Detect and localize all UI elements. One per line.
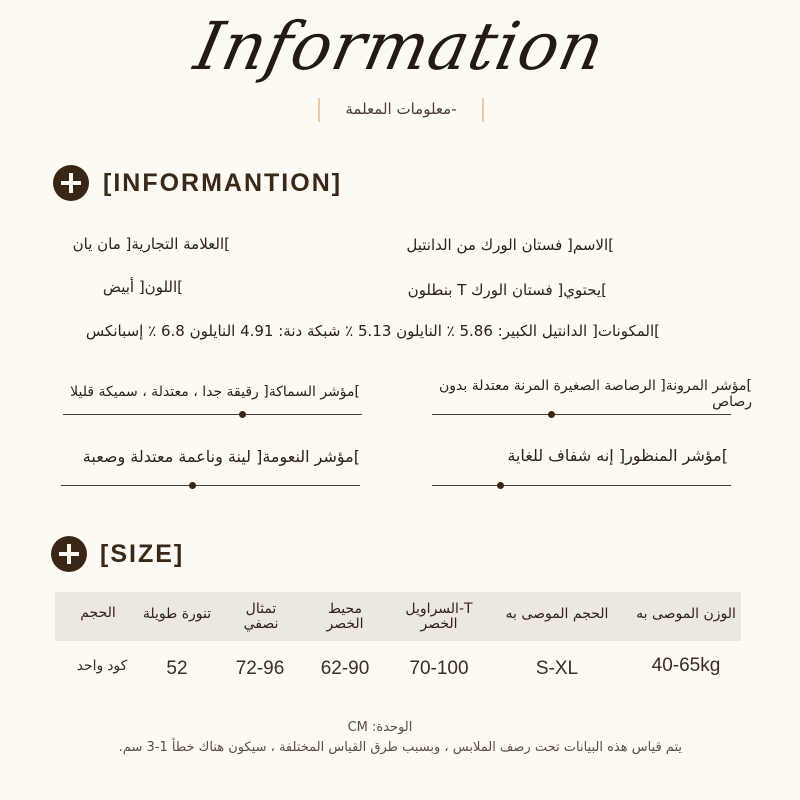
thickness-scale-track: [63, 414, 362, 415]
size-table-header: [55, 592, 741, 641]
cell-size: كود واحد: [76, 657, 128, 673]
unit-note: الوحدة: CM: [347, 720, 413, 735]
info-transparency: ]مؤشر المنظور[ إنه شفاف للغاية: [507, 446, 728, 465]
header-pants-waist: T-السراويل الخصر: [405, 601, 473, 632]
cell-long-skirt: 52: [166, 658, 188, 679]
softness-scale-track: [61, 485, 360, 486]
cell-pants-waist: 70-100: [409, 658, 469, 679]
page-title: Information: [188, 8, 612, 85]
cell-waist: 62-90: [320, 658, 370, 679]
thickness-scale-marker: [239, 411, 246, 418]
cell-recommended-size: S-XL: [535, 658, 579, 679]
elasticity-scale-marker: [548, 411, 555, 418]
subtitle-right-bar: [482, 98, 484, 122]
info-materials: ]المكونات[ الدانتيل الكبير: 5.86 ٪ النايلون 5.13 ٪ شبكة دنة: 4.91 النايلون 6.8 ٪ إسبانكس: [85, 322, 660, 340]
subtitle: -معلومات المعلمة: [345, 100, 457, 118]
size-table-row: [55, 645, 741, 693]
section-title-information: [INFORMANTION]: [103, 169, 343, 197]
header-long-skirt: تنورة طويلة: [142, 606, 212, 622]
header-size: الحجم: [80, 605, 116, 621]
subtitle-block: [318, 98, 484, 122]
elasticity-scale-track: [432, 414, 731, 415]
plus-icon: [53, 165, 89, 201]
plus-icon: [51, 536, 87, 572]
transparency-scale-marker: [497, 482, 504, 489]
section-title-size: [SIZE]: [100, 540, 185, 568]
info-thickness: ]مؤشر السماكة[ رقيقة جدا ، معتدلة ، سميكة قليلا: [70, 384, 360, 400]
info-name: ]الاسم[ فستان الورك من الدانتيل: [406, 236, 614, 254]
transparency-scale-track: [432, 485, 731, 486]
header-statue-half: تمثال نصفي: [243, 601, 279, 632]
info-color: ]اللون[ أبيض: [102, 278, 183, 296]
info-softness: ]مؤشر النعومة[ لينة وناعمة معتدلة وصعبة: [82, 447, 360, 466]
info-brand: ]العلامة التجارية[ مان يان: [72, 235, 230, 253]
info-contains: ]يحتوي[ فستان الورك T بنطلون: [407, 281, 607, 299]
header-weight: الوزن الموصى به: [636, 606, 736, 622]
cell-weight: 40-65kg: [651, 655, 721, 676]
softness-scale-marker: [189, 482, 196, 489]
info-elasticity: ]مؤشر المرونة[ الرصاصة الصغيرة المرنة معتدلة بدون رصاص: [439, 378, 752, 410]
cell-statue-half: 72-96: [235, 658, 285, 679]
header-recommended-size: الحجم الموصى به: [505, 606, 609, 622]
measurement-note: يتم قياس هذه البيانات تحت رصف الملابس ، وبسبب طرق القياس المختلفة ، سيكون هناك خطأ 1-3 سم.: [118, 740, 682, 755]
header-waist: محيط الخصر: [326, 601, 364, 632]
